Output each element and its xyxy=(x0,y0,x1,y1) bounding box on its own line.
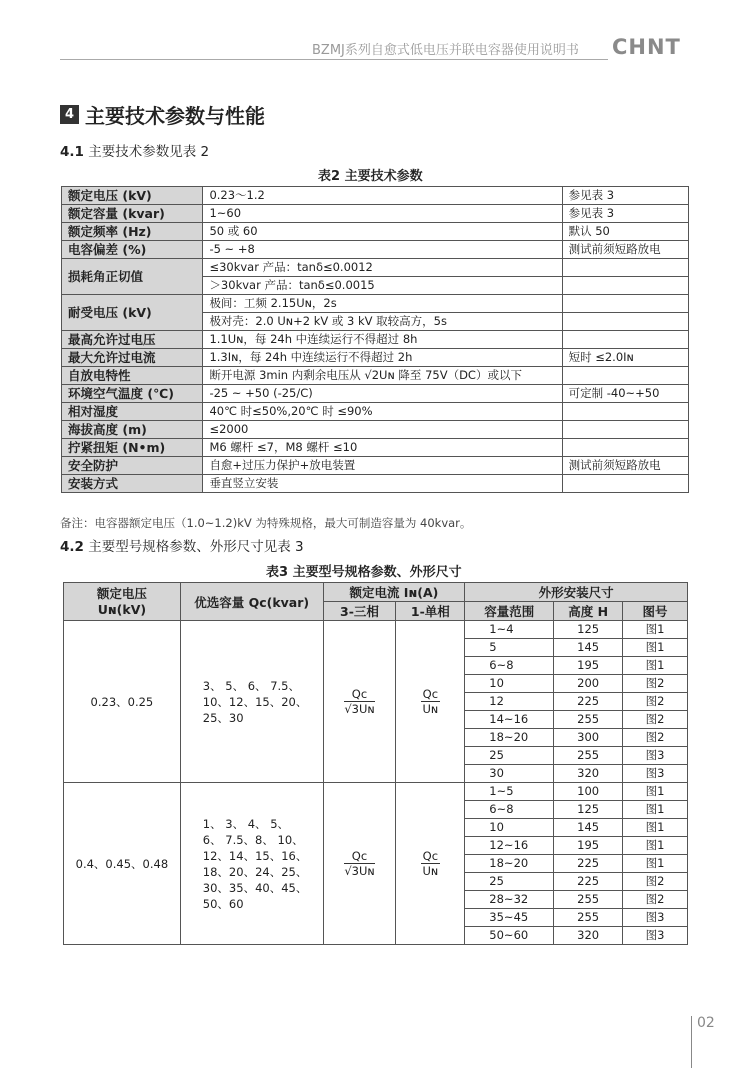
figure-cell: 图3 xyxy=(623,927,688,945)
param-row xyxy=(62,367,689,385)
param-note xyxy=(562,259,688,277)
height-cell: 300 xyxy=(554,729,623,747)
height-cell: 225 xyxy=(554,873,623,891)
figure-cell: 图2 xyxy=(623,891,688,909)
param-row xyxy=(62,439,689,457)
param-value: 自愈+过压力保护+放电装置 xyxy=(203,457,562,475)
param-name: 自放电特性 xyxy=(62,367,203,385)
param-row xyxy=(62,223,689,241)
capacity-range-cell: 12 xyxy=(465,693,554,711)
header-three-phase: 3-三相 xyxy=(323,602,396,621)
capacity-line: 1、 3、 4、 5、 xyxy=(202,816,290,831)
param-name: 环境空气温度 (℃) xyxy=(62,385,203,403)
param-note xyxy=(562,313,688,331)
param-note xyxy=(562,439,688,457)
param-name: 损耗角正切值 xyxy=(62,259,203,295)
formula-denominator: Uɴ xyxy=(422,702,439,716)
height-cell: 145 xyxy=(554,819,623,837)
height-cell: 225 xyxy=(554,855,623,873)
header-rated-voltage xyxy=(64,583,181,621)
capacity-range-cell: 25 xyxy=(465,873,554,891)
rated-voltage-cell: 0.23、0.25 xyxy=(64,621,181,783)
height-cell: 200 xyxy=(554,675,623,693)
param-name: 额定容量 (kvar) xyxy=(62,205,203,223)
capacity-line: 10、12、15、20、 xyxy=(202,694,308,709)
section-number-badge: 4 xyxy=(60,105,79,124)
capacity-range-cell: 6~8 xyxy=(465,657,554,675)
param-note xyxy=(562,421,688,439)
formula-numerator: Qc xyxy=(422,687,439,701)
document-title: BZMJ系列自愈式低电压并联电容器使用说明书 xyxy=(312,43,579,58)
chnt-logo: CHNT xyxy=(612,35,681,59)
height-cell: 255 xyxy=(554,747,623,765)
specs-dimensions-table xyxy=(63,582,688,945)
param-name: 额定电压 (kV) xyxy=(62,187,203,205)
param-row xyxy=(62,331,689,349)
figure-cell: 图2 xyxy=(623,873,688,891)
capacity-range-cell: 25 xyxy=(465,747,554,765)
param-name: 相对湿度 xyxy=(62,403,203,421)
single-phase-current-cell xyxy=(396,621,465,783)
header-capacity-range: 容量范围 xyxy=(465,602,554,621)
param-row xyxy=(62,187,689,205)
height-cell: 320 xyxy=(554,927,623,945)
rated-voltage-cell: 0.4、0.45、0.48 xyxy=(64,783,181,945)
capacity-range-cell: 1~4 xyxy=(465,621,554,639)
param-row xyxy=(62,241,689,259)
figure-cell: 图2 xyxy=(623,675,688,693)
single-phase-current-cell xyxy=(396,783,465,945)
param-note xyxy=(562,331,688,349)
param-note: 短时 ≤2.0Iɴ xyxy=(562,349,688,367)
param-value: -25 ~ +50 (-25/C) xyxy=(203,385,562,403)
capacity-range-cell: 50~60 xyxy=(465,927,554,945)
param-row xyxy=(62,259,689,277)
param-note xyxy=(562,475,688,493)
page-number-divider xyxy=(691,1016,692,1068)
header-figure: 图号 xyxy=(623,602,688,621)
page-number: 02 xyxy=(697,1015,715,1031)
height-cell: 100 xyxy=(554,783,623,801)
param-note: 测试前须短路放电 xyxy=(562,241,688,259)
figure-cell: 图1 xyxy=(623,837,688,855)
capacity-range-cell: 28~32 xyxy=(465,891,554,909)
param-note: 参见表 3 xyxy=(562,205,688,223)
subsection-text: 主要技术参数见表 2 xyxy=(88,144,210,160)
figure-cell: 图1 xyxy=(623,657,688,675)
param-name: 最高允许过电压 xyxy=(62,331,203,349)
param-name: 最大允许过电流 xyxy=(62,349,203,367)
capacity-range-cell: 18~20 xyxy=(465,729,554,747)
height-cell: 255 xyxy=(554,909,623,927)
param-row xyxy=(62,295,689,313)
param-name: 安装方式 xyxy=(62,475,203,493)
figure-cell: 图1 xyxy=(623,783,688,801)
three-phase-current-cell xyxy=(323,621,396,783)
header-single-phase: 1-单相 xyxy=(396,602,465,621)
preferred-capacity-cell xyxy=(180,621,323,783)
param-value: 极间：工频 2.15Uɴ，2s xyxy=(203,295,562,313)
table-row xyxy=(64,621,688,639)
capacity-range-cell: 30 xyxy=(465,765,554,783)
figure-cell: 图3 xyxy=(623,747,688,765)
param-value: -5 ~ +8 xyxy=(203,241,562,259)
header-dimensions: 外形安装尺寸 xyxy=(465,583,688,602)
table3-caption: 表3 主要型号规格参数、外形尺寸 xyxy=(266,565,462,580)
param-value: 0.23～1.2 xyxy=(203,187,562,205)
capacity-range-cell: 5 xyxy=(465,639,554,657)
height-cell: 320 xyxy=(554,765,623,783)
capacity-range-cell: 35~45 xyxy=(465,909,554,927)
param-note: 测试前须短路放电 xyxy=(562,457,688,475)
preferred-capacity-cell xyxy=(180,783,323,945)
capacity-line: 12、14、15、16、 xyxy=(202,848,308,863)
subsection-text: 主要型号规格参数、外形尺寸见表 3 xyxy=(88,539,304,555)
figure-cell: 图1 xyxy=(623,801,688,819)
height-cell: 195 xyxy=(554,657,623,675)
param-value: ≤30kvar 产品：tanδ≤0.0012 xyxy=(203,259,562,277)
param-value: 50 或 60 xyxy=(203,223,562,241)
current-formula xyxy=(421,849,440,878)
header-rated-current: 额定电流 Iɴ(A) xyxy=(323,583,465,602)
param-value: 1.1Uɴ，每 24h 中连续运行不得超过 8h xyxy=(203,331,562,349)
param-note: 默认 50 xyxy=(562,223,688,241)
current-formula xyxy=(344,687,374,716)
param-value: ＞30kvar 产品：tanδ≤0.0015 xyxy=(203,277,562,295)
param-note xyxy=(562,277,688,295)
capacity-line: 50、60 xyxy=(202,896,244,911)
capacity-line: 30、35、40、45、 xyxy=(202,880,308,895)
figure-cell: 图1 xyxy=(623,639,688,657)
param-name: 耐受电压 (kV) xyxy=(62,295,203,331)
three-phase-current-cell xyxy=(323,783,396,945)
header-height: 高度 H xyxy=(554,602,623,621)
table2-caption: 表2 主要技术参数 xyxy=(318,169,423,184)
param-row xyxy=(62,385,689,403)
formula-denominator: √3Uɴ xyxy=(344,702,375,716)
height-cell: 125 xyxy=(554,621,623,639)
capacity-line: 6、 7.5、8、 10、 xyxy=(202,832,304,847)
capacity-line: 25、30 xyxy=(202,710,244,725)
subsection-number: 4.1 xyxy=(60,144,84,160)
section-title: 主要技术参数与性能 xyxy=(85,104,265,128)
param-row xyxy=(62,475,689,493)
param-value: 40℃ 时≤50%,20℃ 时 ≤90% xyxy=(203,403,562,421)
param-name: 安全防护 xyxy=(62,457,203,475)
figure-cell: 图2 xyxy=(623,729,688,747)
param-value: 1.3Iɴ，每 24h 中连续运行不得超过 2h xyxy=(203,349,562,367)
param-name: 海拔高度 (m) xyxy=(62,421,203,439)
param-name: 拧紧扭矩 (N•m) xyxy=(62,439,203,457)
capacity-range-cell: 6~8 xyxy=(465,801,554,819)
param-note: 可定制 -40~+50 xyxy=(562,385,688,403)
capacity-line: 3、 5、 6、 7.5、 xyxy=(202,678,301,693)
formula-numerator: Qc xyxy=(344,687,374,702)
figure-cell: 图2 xyxy=(623,711,688,729)
param-value: 极对壳：2.0 Uɴ+2 kV 或 3 kV 取较高方，5s xyxy=(203,313,562,331)
subsection-4-2 xyxy=(60,535,304,555)
param-note xyxy=(562,403,688,421)
figure-cell: 图3 xyxy=(623,765,688,783)
param-note xyxy=(562,367,688,385)
figure-cell: 图1 xyxy=(623,855,688,873)
figure-cell: 图1 xyxy=(623,621,688,639)
header-text: Uɴ(kV) xyxy=(97,601,147,617)
height-cell: 195 xyxy=(554,837,623,855)
param-value: 1~60 xyxy=(203,205,562,223)
capacity-range-cell: 10 xyxy=(465,675,554,693)
capacity-range-cell: 14~16 xyxy=(465,711,554,729)
param-note: 参见表 3 xyxy=(562,187,688,205)
param-row xyxy=(62,349,689,367)
table-row xyxy=(64,783,688,801)
formula-numerator: Qc xyxy=(344,849,374,864)
height-cell: 145 xyxy=(554,639,623,657)
param-value: 垂直竖立安装 xyxy=(203,475,562,493)
tech-params-table xyxy=(61,186,689,493)
formula-denominator: √3Uɴ xyxy=(344,864,375,878)
height-cell: 125 xyxy=(554,801,623,819)
formula-numerator: Qc xyxy=(422,849,439,863)
param-value: ≤2000 xyxy=(203,421,562,439)
param-row xyxy=(62,457,689,475)
param-name: 额定频率 (Hz) xyxy=(62,223,203,241)
figure-cell: 图2 xyxy=(623,693,688,711)
header-divider xyxy=(60,59,608,60)
figure-cell: 图1 xyxy=(623,819,688,837)
param-row xyxy=(62,205,689,223)
param-row xyxy=(62,421,689,439)
formula-denominator: Uɴ xyxy=(422,864,439,878)
current-formula xyxy=(421,687,440,716)
figure-cell: 图3 xyxy=(623,909,688,927)
capacity-range-cell: 1~5 xyxy=(465,783,554,801)
subsection-4-1 xyxy=(60,140,209,160)
height-cell: 225 xyxy=(554,693,623,711)
capacity-range-cell: 10 xyxy=(465,819,554,837)
table2-note: 备注：电容器额定电压（1.0~1.2)kV 为特殊规格，最大可制造容量为 40kvar。 xyxy=(60,516,472,530)
capacity-line: 18、20、24、25、 xyxy=(202,864,308,879)
header-text: 额定电压 xyxy=(96,585,147,601)
capacity-range-cell: 12~16 xyxy=(465,837,554,855)
param-row xyxy=(62,403,689,421)
current-formula xyxy=(344,849,374,878)
param-value: M6 螺杆 ≤7，M8 螺杆 ≤10 xyxy=(203,439,562,457)
section-heading xyxy=(60,100,265,129)
capacity-range-cell: 18~20 xyxy=(465,855,554,873)
height-cell: 255 xyxy=(554,711,623,729)
param-value: 断开电源 3min 内剩余电压从 √2Uɴ 降至 75V（DC）或以下 xyxy=(203,367,562,385)
param-name: 电容偏差 (%) xyxy=(62,241,203,259)
subsection-number: 4.2 xyxy=(60,539,84,555)
param-note xyxy=(562,295,688,313)
header-preferred-capacity: 优选容量 Qc(kvar) xyxy=(180,583,323,621)
height-cell: 255 xyxy=(554,891,623,909)
